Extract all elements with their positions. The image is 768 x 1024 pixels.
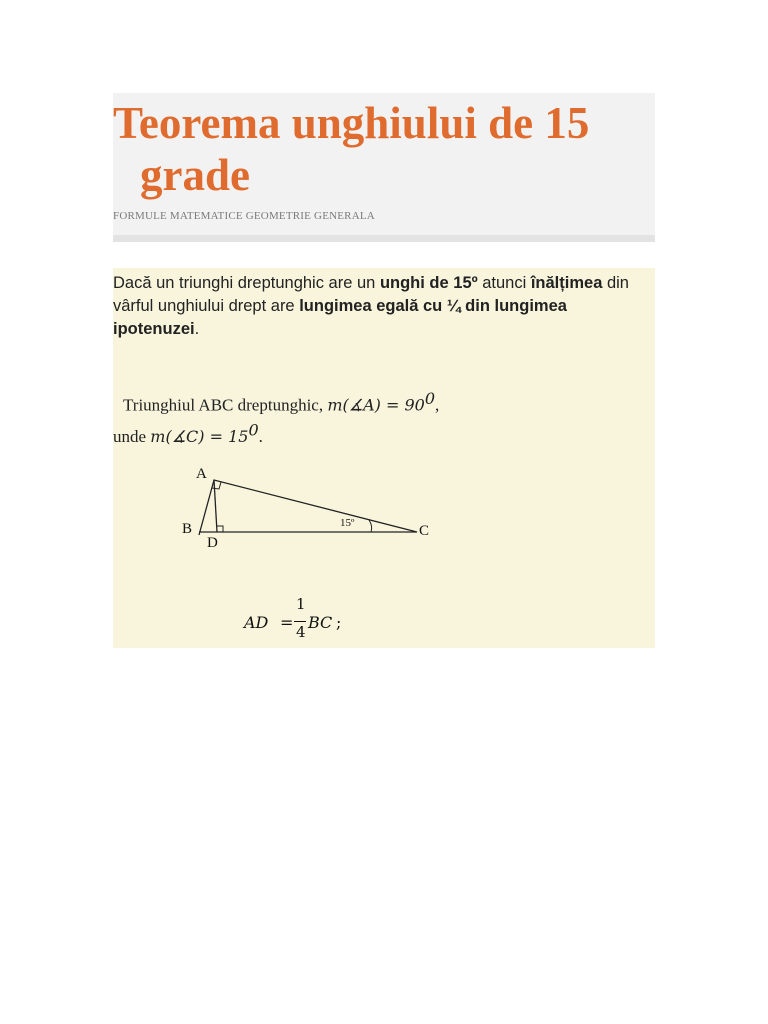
text-run: atunci [477, 274, 531, 292]
angle-label: 15º [340, 517, 355, 529]
title-line-2: grade [140, 150, 250, 200]
degree-sup: 0 [424, 389, 436, 408]
fraction-bar [294, 621, 306, 622]
degree-sup: 0 [248, 420, 259, 440]
content-box [113, 268, 655, 648]
bold-angle: unghi de 15º [379, 274, 478, 292]
title-line-1: Teorema unghiului de 15 [113, 98, 590, 148]
fraction-numerator: 1 [296, 595, 306, 613]
text-run: . [258, 427, 263, 447]
bold-length: lungimea egală cu ¼ din lungimea ipotenuzei [113, 297, 567, 338]
math-angle-a: m(∡A) = 90 [327, 395, 425, 415]
text-run: , [435, 395, 440, 415]
label-d: D [207, 535, 218, 551]
right-angle-mark-d [217, 526, 223, 532]
formula-rhs: BC [308, 613, 333, 632]
height-ad [214, 480, 217, 532]
header-divider [113, 235, 655, 242]
text-run: Dacă un triunghi dreptunghic are un [113, 274, 380, 292]
text-run: . [194, 320, 200, 338]
article-header [113, 93, 655, 235]
text-run: unde [113, 427, 151, 447]
bold-height: înălțimea [530, 274, 603, 292]
triangle-figure [113, 268, 655, 568]
formula-lhs: AD [244, 613, 269, 632]
math-angle-c: m(∡C) = 15 [150, 427, 249, 447]
page-title [113, 97, 655, 201]
label-c: C [419, 523, 430, 539]
label-a: A [196, 466, 207, 482]
text-run: Triunghiul ABC dreptunghic, [123, 395, 328, 415]
category-labels[interactable]: FORMULE MATEMATICE GEOMETRIE GENERALA [113, 210, 375, 222]
triangle-outline [199, 480, 417, 535]
formula-eq: = [280, 613, 294, 632]
label-b: B [182, 521, 193, 537]
text-run: din vârful unghiului drept are [113, 274, 629, 315]
fraction-denominator: 4 [296, 623, 306, 641]
angle-arc-c [369, 520, 372, 532]
formula-end: ; [336, 613, 342, 632]
